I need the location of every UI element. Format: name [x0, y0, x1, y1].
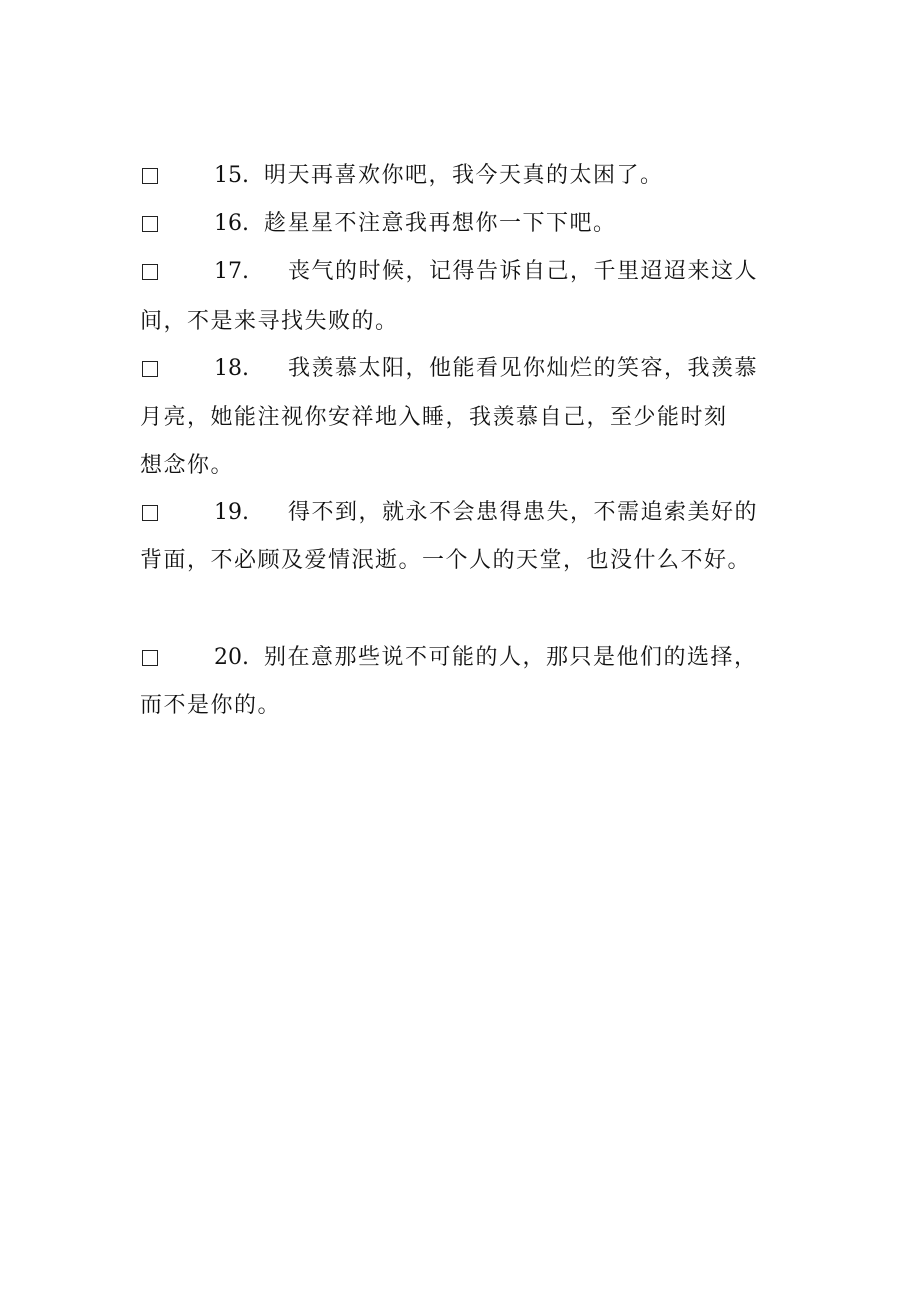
- item-19-checkbox-icon: [142, 505, 158, 521]
- item-18-line-3: 想念你。: [140, 453, 235, 478]
- item-17-line-2: 间，不是来寻找失败的。: [140, 309, 399, 334]
- item-19-number: 19.: [214, 500, 249, 525]
- item-17-number: 17.: [214, 259, 249, 284]
- item-18-checkbox-icon: [142, 361, 158, 377]
- item-18-line-1: 我羡慕太阳，他能看见你灿烂的笑容，我羡慕: [288, 356, 759, 381]
- item-20-line-2: 而不是你的。: [140, 693, 282, 718]
- item-18-line-2: 月亮，她能注视你安祥地入睡，我羡慕自己，至少能时刻: [140, 405, 728, 430]
- item-15-checkbox-icon: [142, 168, 158, 184]
- item-17-line-1: 丧气的时候，记得告诉自己，千里迢迢来这人: [288, 259, 759, 284]
- item-19-line-1: 得不到，就永不会患得患失，不需追索美好的: [288, 500, 759, 525]
- item-20-line-1: 别在意那些说不可能的人，那只是他们的选择，: [264, 645, 758, 670]
- item-20-number: 20.: [214, 645, 249, 670]
- item-16-line-1: 趁星星不注意我再想你一下下吧。: [264, 211, 617, 236]
- item-16-checkbox-icon: [142, 216, 158, 232]
- item-16-number: 16.: [214, 211, 249, 236]
- item-17-checkbox-icon: [142, 264, 158, 280]
- item-15-line-1: 明天再喜欢你吧，我今天真的太困了。: [264, 163, 664, 188]
- item-20-checkbox-icon: [142, 650, 158, 666]
- item-15-number: 15.: [214, 163, 249, 188]
- item-19-line-2: 背面，不必顾及爱情泯逝。一个人的天堂，也没什么不好。: [140, 548, 752, 573]
- item-18-number: 18.: [214, 356, 249, 381]
